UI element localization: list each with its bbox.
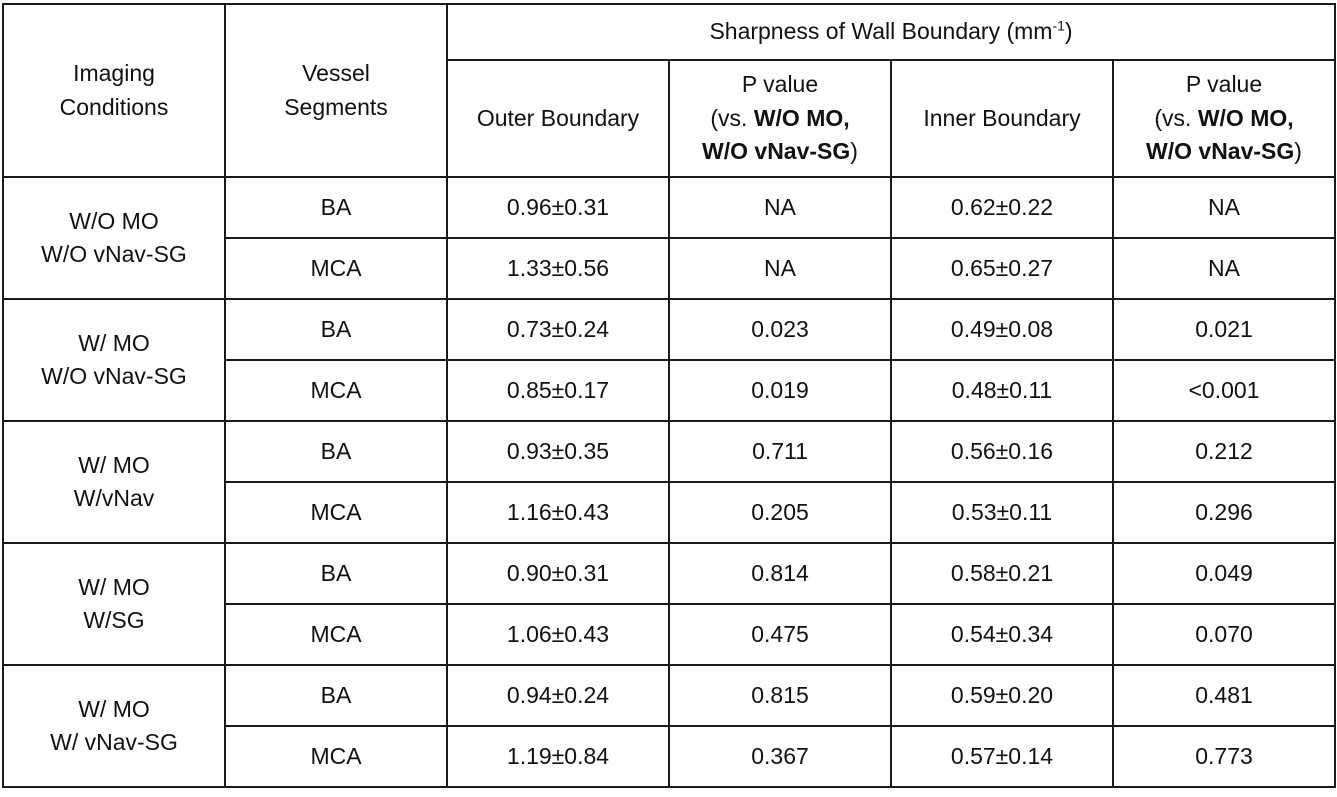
table-body <box>3 177 1335 787</box>
header-p-value-outer <box>669 60 891 177</box>
vessel-segment-cell: MCA <box>225 360 447 421</box>
p-value-inner-cell: 0.021 <box>1113 299 1335 360</box>
vessel-segment-cell: BA <box>225 665 447 726</box>
header-vessel-segments-line2: Segments <box>284 93 388 120</box>
p-value-vs: (vs. <box>1154 104 1198 131</box>
p-value-outer-cell: 0.367 <box>669 726 891 787</box>
inner-boundary-cell: 0.58±0.21 <box>891 543 1113 604</box>
table-row <box>3 299 1335 360</box>
outer-boundary-cell: 1.16±0.43 <box>447 482 669 543</box>
inner-boundary-cell: 0.56±0.16 <box>891 421 1113 482</box>
p-value-inner-cell: NA <box>1113 177 1335 238</box>
table-header <box>3 4 1335 177</box>
inner-boundary-cell: 0.54±0.34 <box>891 604 1113 665</box>
header-imaging-conditions-line2: Conditions <box>59 93 169 120</box>
outer-boundary-cell: 0.85±0.17 <box>447 360 669 421</box>
inner-boundary-cell: 0.62±0.22 <box>891 177 1113 238</box>
imaging-condition-line: W/vNav <box>73 485 155 511</box>
inner-boundary-cell: 0.59±0.20 <box>891 665 1113 726</box>
header-vessel-segments <box>225 4 447 177</box>
vessel-segment-cell: BA <box>225 299 447 360</box>
inner-boundary-cell: 0.65±0.27 <box>891 238 1113 299</box>
imaging-condition-cell <box>3 543 225 665</box>
results-table <box>2 3 1336 788</box>
p-value-outer-cell: 0.711 <box>669 421 891 482</box>
inner-boundary-cell: 0.53±0.11 <box>891 482 1113 543</box>
p-value-vs: (vs. <box>710 104 754 131</box>
p-value-outer-cell: NA <box>669 177 891 238</box>
outer-boundary-cell: 1.06±0.43 <box>447 604 669 665</box>
p-value-outer-cell: 0.023 <box>669 299 891 360</box>
header-group-title-sup: -1 <box>1052 17 1065 34</box>
header-p-value-inner <box>1113 60 1335 177</box>
outer-boundary-cell: 1.19±0.84 <box>447 726 669 787</box>
p-value-inner-cell: 0.212 <box>1113 421 1335 482</box>
table-row <box>3 421 1335 482</box>
p-value-ref-2: W/O vNav-SG <box>1146 138 1295 165</box>
vessel-segment-cell: MCA <box>225 238 447 299</box>
header-outer-boundary: Outer Boundary <box>447 60 669 177</box>
p-value-inner-cell: 0.049 <box>1113 543 1335 604</box>
imaging-condition-cell <box>3 665 225 787</box>
header-imaging-conditions <box>3 4 225 177</box>
p-value-outer-cell: 0.815 <box>669 665 891 726</box>
p-value-outer-cell: 0.475 <box>669 604 891 665</box>
p-value-inner-cell: 0.773 <box>1113 726 1335 787</box>
inner-boundary-cell: 0.49±0.08 <box>891 299 1113 360</box>
header-group-title-end: ) <box>1064 18 1073 45</box>
p-value-outer-cell: NA <box>669 238 891 299</box>
outer-boundary-cell: 0.90±0.31 <box>447 543 669 604</box>
p-value-outer-cell: 0.019 <box>669 360 891 421</box>
p-value-outer-cell: 0.814 <box>669 543 891 604</box>
p-value-ref-1: W/O MO, <box>753 104 850 131</box>
header-sharpness-group <box>447 4 1335 60</box>
p-value-ref-1: W/O MO, <box>1197 104 1294 131</box>
imaging-condition-cell <box>3 177 225 299</box>
table-row <box>3 177 1335 238</box>
imaging-condition-line: W/ MO <box>78 329 150 356</box>
imaging-condition-cell <box>3 299 225 421</box>
header-inner-boundary: Inner Boundary <box>891 60 1113 177</box>
vessel-segment-cell: MCA <box>225 604 447 665</box>
p-value-ref-2: W/O vNav-SG <box>702 138 851 165</box>
vessel-segment-cell: MCA <box>225 726 447 787</box>
imaging-condition-line: W/ vNav-SG <box>50 729 178 755</box>
imaging-condition-line: W/ MO <box>78 695 150 722</box>
imaging-condition-line: W/O MO <box>69 207 159 234</box>
inner-boundary-cell: 0.57±0.14 <box>891 726 1113 787</box>
p-value-label: P value <box>1185 71 1263 98</box>
vessel-segment-cell: BA <box>225 177 447 238</box>
p-value-label: P value <box>741 71 819 98</box>
inner-boundary-cell: 0.48±0.11 <box>891 360 1113 421</box>
header-imaging-conditions-line1: Imaging <box>73 60 155 87</box>
header-group-title: Sharpness of Wall Boundary (mm <box>709 18 1053 45</box>
table-row <box>3 543 1335 604</box>
imaging-condition-line: W/O vNav-SG <box>41 363 187 389</box>
imaging-condition-line: W/ MO <box>78 451 150 478</box>
p-value-close: ) <box>1294 138 1302 165</box>
p-value-inner-cell: <0.001 <box>1113 360 1335 421</box>
p-value-inner-cell: 0.070 <box>1113 604 1335 665</box>
outer-boundary-cell: 0.94±0.24 <box>447 665 669 726</box>
outer-boundary-cell: 0.96±0.31 <box>447 177 669 238</box>
vessel-segment-cell: BA <box>225 421 447 482</box>
p-value-inner-cell: 0.481 <box>1113 665 1335 726</box>
header-vessel-segments-line1: Vessel <box>302 60 370 87</box>
imaging-condition-line: W/SG <box>83 607 145 633</box>
p-value-inner-cell: NA <box>1113 238 1335 299</box>
p-value-inner-cell: 0.296 <box>1113 482 1335 543</box>
table-row <box>3 665 1335 726</box>
vessel-segment-cell: BA <box>225 543 447 604</box>
outer-boundary-cell: 0.93±0.35 <box>447 421 669 482</box>
imaging-condition-cell <box>3 421 225 543</box>
outer-boundary-cell: 1.33±0.56 <box>447 238 669 299</box>
imaging-condition-line: W/O vNav-SG <box>41 241 187 267</box>
p-value-outer-cell: 0.205 <box>669 482 891 543</box>
vessel-segment-cell: MCA <box>225 482 447 543</box>
imaging-condition-line: W/ MO <box>78 573 150 600</box>
p-value-close: ) <box>850 138 858 165</box>
outer-boundary-cell: 0.73±0.24 <box>447 299 669 360</box>
